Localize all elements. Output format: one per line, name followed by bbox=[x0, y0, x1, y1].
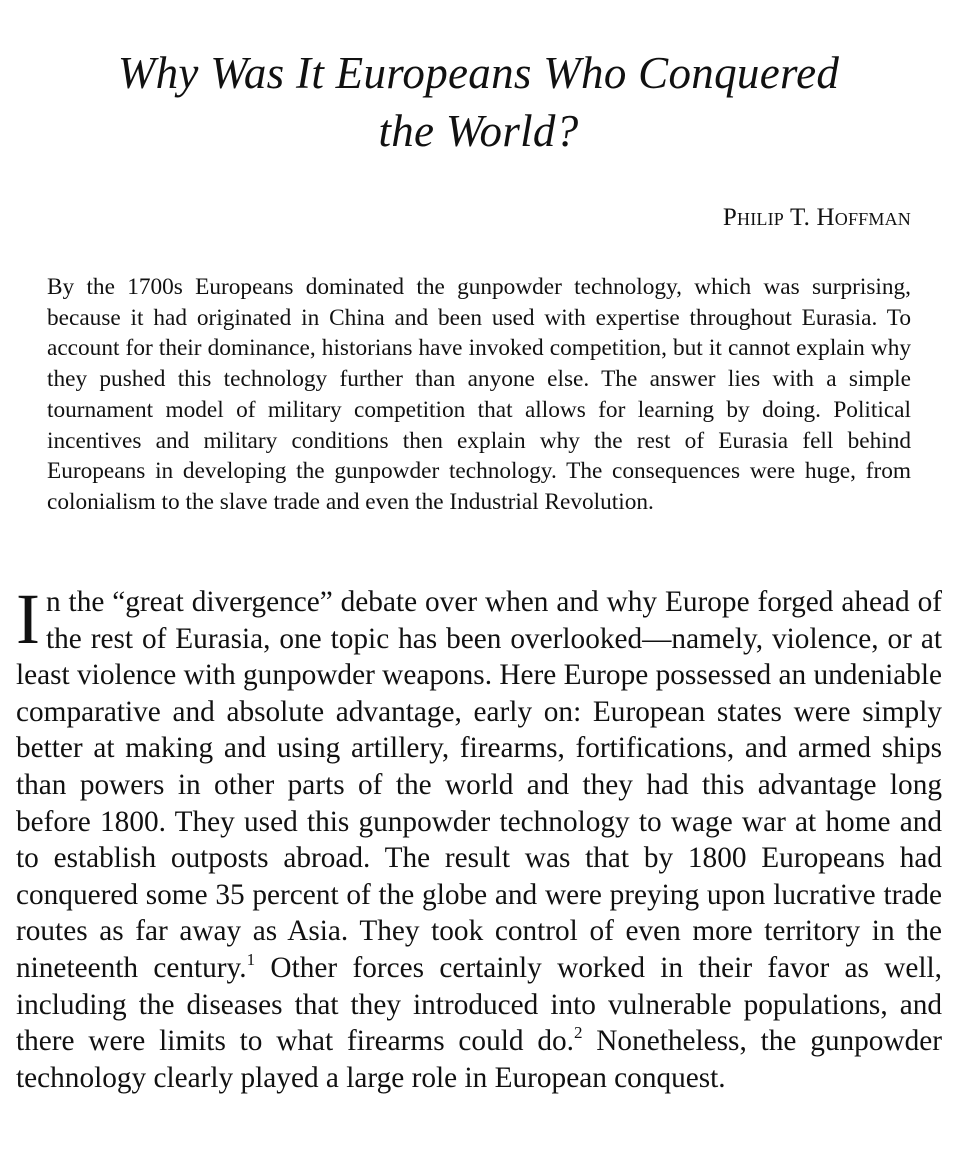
body-paragraph bbox=[16, 579, 943, 1096]
title-line-2: the World? bbox=[378, 106, 579, 156]
body-text-part-3: Nonetheless, the gunpowder technology clearly played a large role in European conquest. bbox=[16, 1025, 943, 1094]
author-name: Philip T. Hoffman bbox=[722, 204, 911, 231]
body-text-part-2: Other forces certainly worked in their favor as well, including the diseases that they introduced into vulnerable populations, and there were limits to what firearms could do. bbox=[16, 951, 942, 1058]
paper-title bbox=[0, 44, 957, 160]
abstract: By the 1700s Europeans dominated the gunpowder technology, which was surprising, because it had originated in China and been used with expertise throughout Eurasia. To account for their dominance, historians have invoked competition, but it cannot explain why they pushed this technology further than anyone else. The answer lies with a simple tournament model of military competition that allows for learning by doing. Political incentives and military conditions then explain why the rest of Eurasia fell behind Europeans in developing the gunpowder technology. The consequences were huge, from colonialism to the slave trade and even the Industrial Revolution. bbox=[47, 274, 911, 515]
title-line-1: Why Was It Europeans Who Conquered bbox=[117, 48, 840, 98]
footnote-marker-1[interactable]: 1 bbox=[246, 949, 256, 969]
footnote-marker-2[interactable]: 2 bbox=[573, 1023, 583, 1043]
drop-cap: I bbox=[16, 579, 40, 659]
body-text-part-1: n the “great divergence” debate over when and why Europe forged ahead of the rest of Eurasia, one topic has been overlooked—namely, violence, or at least violence with gunpowder weapons. Here Europe possessed an undeniable comparative and absolute advantage, early on: European states were simply better at making and using artillery, firearms, fortifications, and armed ships than powers in other parts of the world and they had this advantage long before 1800. They used this gunpowder technology to wage war at home and to establish outposts abroad. The result was that by 1800 Europeans had conquered some 35 percent of the globe and were preying upon lucrative trade routes as far away as Asia. They took control of even more territory in the nineteenth century. bbox=[16, 586, 942, 984]
